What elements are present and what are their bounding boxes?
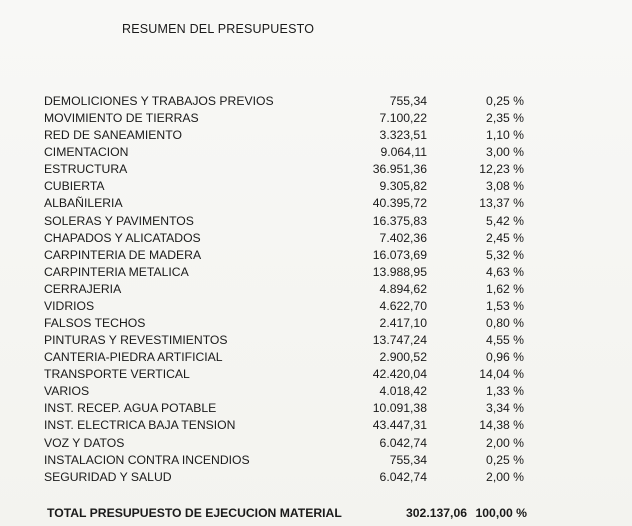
table-row	[44, 144, 584, 161]
row-percent: 3,34 %	[486, 401, 524, 416]
table-row	[44, 349, 584, 366]
row-label: ESTRUCTURA	[44, 162, 128, 177]
row-percent: 13,37 %	[479, 196, 524, 211]
row-amount: 4.622,70	[379, 298, 427, 313]
total-row	[47, 504, 584, 522]
row-percent: 0,25 %	[486, 452, 524, 467]
row-label: CARPINTERIA METALICA	[44, 264, 189, 279]
row-label: INST. RECEP. AGUA POTABLE	[44, 401, 217, 416]
table-row	[44, 417, 584, 434]
table-row	[44, 178, 584, 195]
row-amount: 36.951,36	[372, 162, 427, 177]
row-percent: 5,32 %	[486, 247, 524, 262]
row-percent: 1,10 %	[486, 128, 524, 143]
row-label: SEGURIDAD Y SALUD	[44, 469, 172, 484]
row-label: CUBIERTA	[44, 179, 105, 194]
row-label: CIMENTACION	[44, 145, 129, 160]
row-label: CARPINTERIA DE MADERA	[44, 247, 202, 262]
row-label: INST. ELECTRICA BAJA TENSION	[44, 418, 236, 433]
row-amount: 7.100,22	[379, 111, 427, 126]
row-percent: 5,42 %	[486, 213, 524, 228]
row-label: CHAPADOS Y ALICATADOS	[44, 230, 201, 245]
row-percent: 2,00 %	[486, 435, 524, 450]
row-label: MOVIMIENTO DE TIERRAS	[44, 111, 199, 126]
table-row	[44, 161, 584, 178]
row-amount: 16.073,69	[372, 247, 427, 262]
row-amount: 4.894,62	[379, 281, 427, 296]
table-row	[44, 315, 584, 332]
row-amount: 2.900,52	[379, 350, 427, 365]
table-row	[44, 469, 584, 486]
row-amount: 10.091,38	[372, 401, 427, 416]
table-row	[44, 110, 584, 127]
row-label: PINTURAS Y REVESTIMIENTOS	[44, 333, 228, 348]
table-row	[44, 127, 584, 144]
row-label: RED DE SANEAMIENTO	[44, 128, 182, 143]
row-percent: 1,33 %	[486, 384, 524, 399]
row-amount: 2.417,10	[379, 316, 427, 331]
table-row	[44, 247, 584, 264]
table-row	[44, 230, 584, 247]
row-amount: 40.395,72	[372, 196, 427, 211]
table-row	[44, 93, 584, 110]
table-row	[44, 435, 584, 452]
row-percent: 0,25 %	[486, 94, 524, 108]
table-row	[44, 400, 584, 417]
row-amount: 9.305,82	[379, 179, 427, 194]
row-label: INSTALACION CONTRA INCENDIOS	[44, 452, 250, 467]
row-label: FALSOS TECHOS	[44, 316, 146, 331]
page-title: RESUMEN DEL PRESUPUESTO	[122, 22, 315, 36]
row-percent: 4,63 %	[486, 264, 524, 279]
row-amount: 755,34	[389, 452, 427, 467]
total-percent: 100,00 %	[475, 506, 527, 520]
row-percent: 4,55 %	[486, 333, 524, 348]
table-row	[44, 195, 584, 212]
table-row	[44, 213, 584, 230]
row-amount: 3.323,51	[379, 128, 427, 143]
row-amount: 13.747,24	[372, 333, 427, 348]
total-amount: 302.137,06	[406, 506, 467, 520]
table-row	[44, 264, 584, 281]
row-amount: 13.988,95	[372, 264, 427, 279]
row-percent: 2,00 %	[486, 469, 524, 484]
table-row	[44, 332, 584, 349]
row-amount: 9.064,11	[380, 145, 427, 160]
row-amount: 6.042,74	[379, 435, 427, 450]
row-amount: 16.375,83	[372, 213, 427, 228]
row-label: VOZ Y DATOS	[44, 435, 125, 450]
row-label: VIDRIOS	[44, 298, 95, 313]
row-label: CANTERIA-PIEDRA ARTIFICIAL	[44, 350, 223, 365]
table-row	[44, 298, 584, 315]
row-percent: 2,35 %	[486, 111, 524, 126]
row-label: VARIOS	[44, 384, 90, 399]
table-row	[44, 383, 584, 400]
row-label: DEMOLICIONES Y TRABAJOS PREVIOS	[44, 94, 274, 108]
table-row	[44, 366, 584, 383]
row-percent: 14,04 %	[479, 367, 524, 382]
row-amount: 6.042,74	[379, 469, 427, 484]
row-amount: 4.018,42	[379, 384, 427, 399]
table-row	[44, 452, 584, 469]
row-label: ALBAÑILERIA	[44, 196, 123, 211]
row-percent: 1,62 %	[486, 281, 524, 296]
row-amount: 7.402,36	[379, 230, 427, 245]
budget-table	[44, 93, 584, 486]
total-label: TOTAL PRESUPUESTO DE EJECUCION MATERIAL	[47, 506, 342, 520]
row-percent: 0,96 %	[486, 350, 524, 365]
row-percent: 1,53 %	[486, 298, 524, 313]
row-amount: 755,34	[389, 94, 427, 108]
table-row	[44, 281, 584, 298]
row-amount: 43.447,31	[372, 418, 427, 433]
row-label: CERRAJERIA	[44, 281, 122, 296]
row-percent: 2,45 %	[486, 230, 524, 245]
row-percent: 12,23 %	[479, 162, 524, 177]
row-percent: 0,80 %	[486, 316, 524, 331]
row-label: TRANSPORTE VERTICAL	[44, 367, 190, 382]
row-percent: 3,00 %	[486, 145, 524, 160]
row-amount: 42.420,04	[372, 367, 427, 382]
row-label: SOLERAS Y PAVIMENTOS	[44, 213, 194, 228]
row-percent: 3,08 %	[486, 179, 524, 194]
row-percent: 14,38 %	[479, 418, 524, 433]
